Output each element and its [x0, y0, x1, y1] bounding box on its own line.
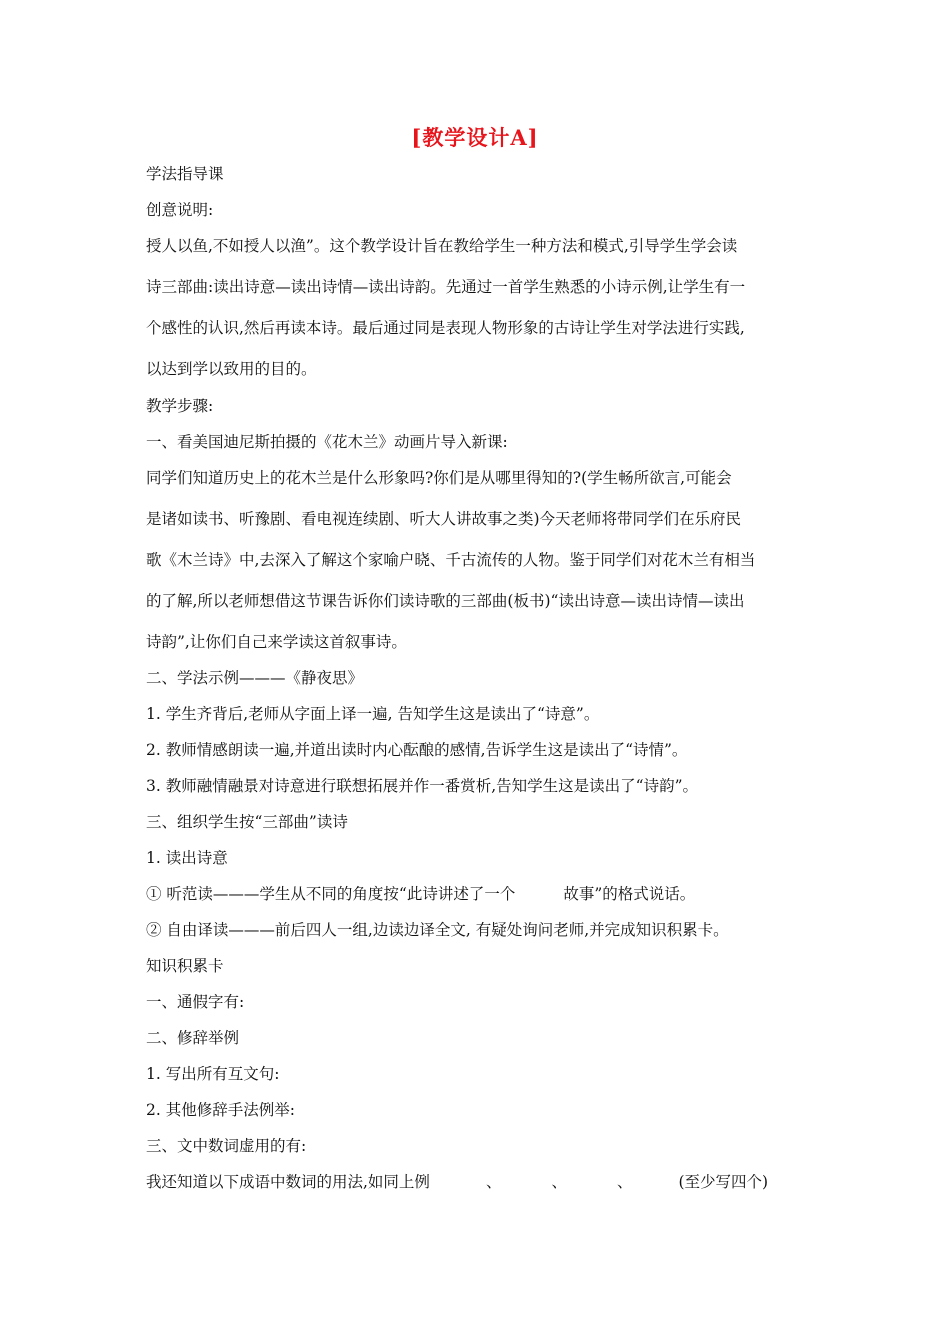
separator: 、 [616, 1173, 633, 1191]
separator: 、 [485, 1173, 502, 1191]
lesson-type: 学法指导课 [146, 165, 224, 183]
paragraph-line: 以达到学以致用的目的。 [146, 360, 317, 378]
step-heading: 一、看美国迪尼斯拍摄的《花木兰》动画片导入新课: [146, 433, 508, 451]
section-heading: 创意说明: [146, 201, 214, 219]
paragraph-line: 诗三部曲:读出诗意—读出诗情—读出诗韵。先通过一首学生熟悉的小诗示例,让学生有一 [146, 278, 746, 296]
paragraph-line: 歌《木兰诗》中,去深入了解这个家喻户晓、千古流传的人物。鉴于同学们对花木兰有相当 [146, 551, 756, 569]
list-item: 3. 教师融情融景对诗意进行联想拓展并作一番赏析,告知学生这是读出了“诗韵”。 [146, 777, 698, 795]
section-heading: 教学步骤: [146, 397, 214, 415]
list-item: 1. 读出诗意 [146, 849, 228, 867]
card-item: 二、修辞举例 [146, 1029, 240, 1047]
card-heading: 知识积累卡 [146, 957, 224, 975]
idiom-line [146, 1172, 816, 1192]
card-item: 一、通假字有: [146, 993, 245, 1011]
fill-in-text-after: 故事”的格式说话。 [563, 885, 696, 903]
card-item: 三、文中数词虚用的有: [146, 1137, 307, 1155]
paragraph-line: 的了解,所以老师想借这节课告诉你们读诗歌的三部曲(板书)“读出诗意—读出诗情—读出 [146, 592, 745, 610]
document-title: [教学设计A] [411, 125, 539, 150]
separator: 、 [551, 1173, 567, 1191]
card-item: 1. 写出所有互文句: [146, 1065, 280, 1083]
paragraph-line: 个感性的认识,然后再读本诗。最后通过同是表现人物形象的古诗让学生对学法进行实践, [146, 319, 745, 337]
list-item: ② 自由译读———前后四人一组,边读边译全文, 有疑处询问老师,并完成知识积累卡。 [146, 921, 729, 939]
list-item: 2. 教师情感朗读一遍,并道出读时内心酝酿的感情,告诉学生这是读出了“诗情”。 [146, 741, 688, 759]
paragraph-line: 授人以鱼,不如授人以渔”。这个教学设计旨在教给学生一种方法和模式,引导学生学会读 [146, 237, 738, 255]
step-heading: 三、组织学生按“三部曲”读诗 [146, 813, 348, 831]
idiom-text: 我还知道以下成语中数词的用法,如同上例 [146, 1173, 430, 1191]
fill-in-line [146, 884, 816, 904]
list-item: 1. 学生齐背后,老师从字面上译一遍, 告知学生这是读出了“诗意”。 [146, 705, 600, 723]
step-heading: 二、学法示例———《静夜思》 [146, 669, 364, 687]
paragraph-line: 同学们知道历史上的花木兰是什么形象吗?你们是从哪里得知的?(学生畅所欲言,可能会 [146, 469, 732, 487]
paragraph-line: 诗韵”,让你们自己来学读这首叙事诗。 [146, 633, 407, 651]
idiom-note: (至少写四个) [678, 1173, 769, 1191]
paragraph-line: 是诸如读书、听豫剧、看电视连续剧、听大人讲故事之类)今天老师将带同学们在乐府民 [146, 510, 742, 528]
card-item: 2. 其他修辞手法例举: [146, 1101, 295, 1119]
fill-in-text-before: ① 听范读———学生从不同的角度按“此诗讲述了一个 [146, 885, 516, 903]
